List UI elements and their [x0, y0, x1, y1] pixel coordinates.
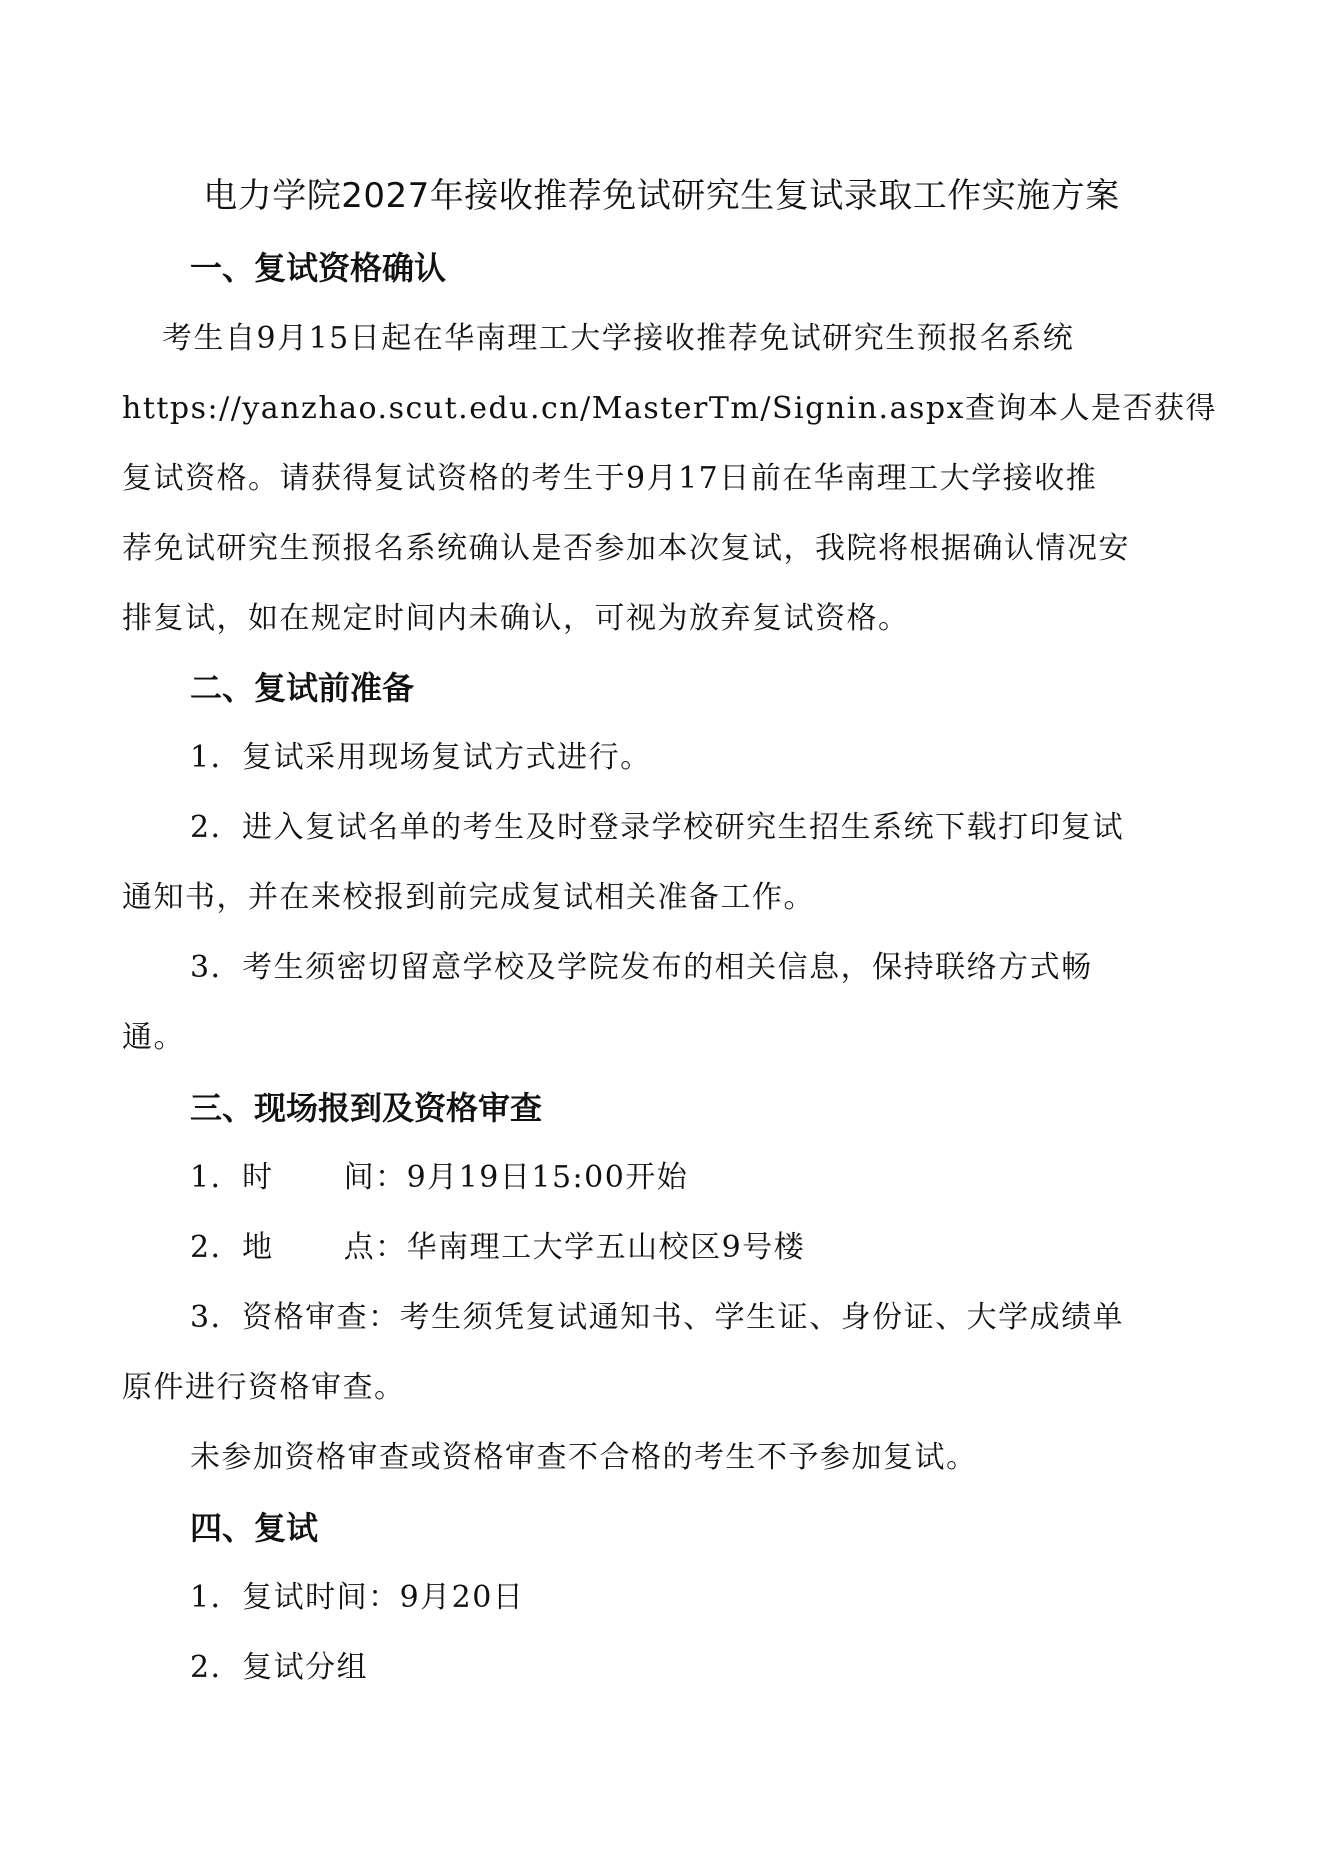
section-3-note: 未参加资格审查或资格审查不合格的考生不予参加复试。 [190, 1440, 978, 1475]
section-heading-3: 三、现场报到及资格审查 [190, 1089, 543, 1127]
section-1-line-3: 复试资格。请获得复试资格的考生于9月17日前在华南理工大学接收推 [122, 461, 1098, 496]
section-2-item-2: 2．进入复试名单的考生及时登录学校研究生招生系统下载打印复试 [190, 810, 1125, 845]
section-2-item-1: 1．复试采用现场复试方式进行。 [190, 740, 652, 775]
section-3-place-row [190, 1224, 805, 1272]
section-3-item-3-cont: 原件进行资格审查。 [122, 1370, 406, 1405]
section-1-line-2: https://yanzhao.scut.edu.cn/MasterTm/Signin.aspx查询本人是否获得 [122, 391, 1217, 426]
place-label-a: 2．地 [190, 1230, 274, 1265]
time-label-b: 间：9月19日15:00开始 [343, 1160, 689, 1195]
place-label-b: 点：华南理工大学五山校区9号楼 [343, 1230, 806, 1265]
section-4-item-1: 1．复试时间：9月20日 [190, 1580, 525, 1615]
document-title: 电力学院2027年接收推荐免试研究生复试录取工作实施方案 [203, 176, 1120, 216]
section-1-line-1: 考生自9月15日起在华南理工大学接收推荐免试研究生预报名系统 [162, 321, 1075, 356]
section-heading-1: 一、复试资格确认 [190, 249, 447, 287]
section-3-time-row [190, 1154, 688, 1202]
section-2-item-2-cont: 通知书，并在来校报到前完成复试相关准备工作。 [122, 880, 815, 915]
section-2-item-3-cont: 通。 [122, 1020, 185, 1055]
section-1-line-5: 排复试，如在规定时间内未确认，可视为放弃复试资格。 [122, 601, 910, 636]
section-2-item-3: 3．考生须密切留意学校及学院发布的相关信息，保持联络方式畅 [190, 950, 1093, 985]
time-label-a: 1．时 [190, 1160, 274, 1195]
section-3-item-3: 3．资格审查：考生须凭复试通知书、学生证、身份证、大学成绩单 [190, 1300, 1125, 1335]
section-heading-4: 四、复试 [190, 1509, 319, 1547]
section-4-item-2: 2．复试分组 [190, 1650, 369, 1685]
section-heading-2: 二、复试前准备 [190, 669, 415, 707]
section-1-line-4: 荐免试研究生预报名系统确认是否参加本次复试，我院将根据确认情况安 [122, 531, 1130, 566]
